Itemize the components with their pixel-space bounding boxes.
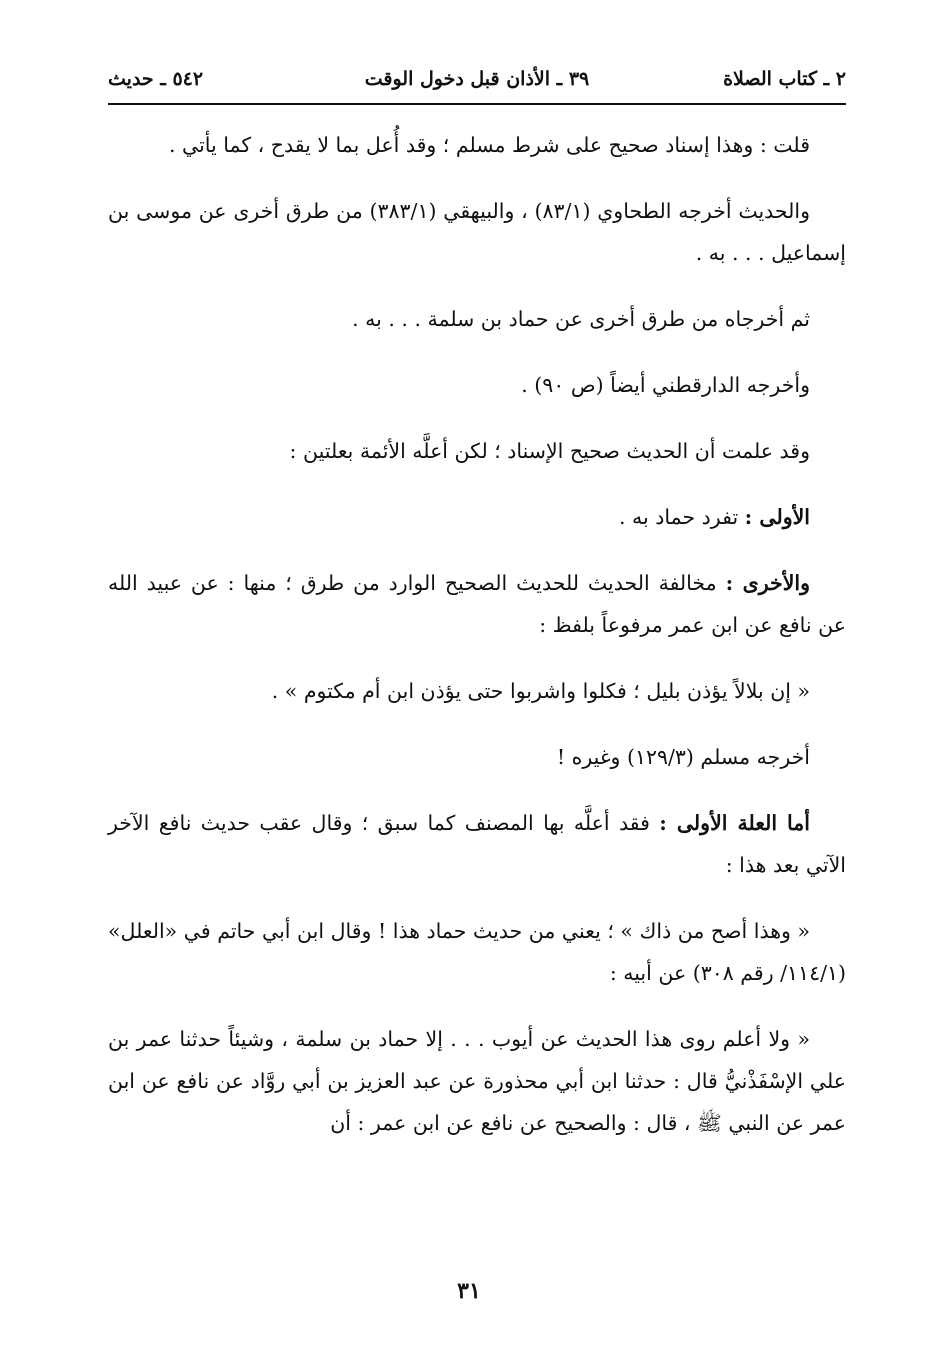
- page-body: [108, 124, 846, 1160]
- paragraph-6: [108, 496, 846, 538]
- paragraph-1: [108, 124, 846, 166]
- paragraph-text: « وهذا أصح من ذاك » ؛ يعني من حديث حماد هذا ! وقال ابن أبي حاتم في «العلل» (١١٤/١/ رقم ٣٠٨) عن أبيه :: [108, 919, 846, 985]
- paragraph-12: [108, 1018, 846, 1144]
- paragraph-8: [108, 670, 846, 712]
- paragraph-9: [108, 736, 846, 778]
- running-header: [108, 68, 846, 100]
- paragraph-lead: الأولى :: [744, 505, 810, 529]
- paragraph-lead: أما العلة الأولى :: [659, 811, 810, 835]
- paragraph-text: « ولا أعلم روى هذا الحديث عن أيوب . . . إلا حماد بن سلمة ، وشيئاً حدثنا عمر بن علي الإسْفَذْنيُّ قال : حدثنا ابن أبي محذورة عن عبد العزيز بن أبي روَّاد عن نافع عن ابن عمر عن النبي ﷺ ، قال : والصحيح عن نافع عن ابن عمر : أن: [108, 1027, 846, 1135]
- paragraph-10: [108, 802, 846, 886]
- paragraph-text: ثم أخرجاه من طرق أخرى عن حماد بن سلمة . . . به .: [352, 307, 810, 331]
- paragraph-text: قلت : وهذا إسناد صحيح على شرط مسلم ؛ وقد أُعل بما لا يقدح ، كما يأتي .: [168, 133, 810, 157]
- paragraph-text: تفرد حماد به .: [618, 505, 745, 529]
- header-chapter-title: ٣٩ ـ الأذان قبل دخول الوقت: [364, 68, 590, 90]
- page-number: ٣١: [457, 1278, 481, 1304]
- paragraph-text: والحديث أخرجه الطحاوي (٨٣/١) ، والبيهقي (٣٨٣/١) من طرق أخرى عن موسى بن إسماعيل . . . به .: [108, 199, 846, 265]
- paragraph-2: [108, 190, 846, 274]
- header-divider: [108, 103, 846, 105]
- paragraph-text: أخرجه مسلم (١٢٩/٣) وغيره !: [556, 745, 810, 769]
- paragraph-3: [108, 298, 846, 340]
- paragraph-7: [108, 562, 846, 646]
- paragraph-text: وقد علمت أن الحديث صحيح الإسناد ؛ لكن أعلَّه الأئمة بعلتين :: [289, 439, 810, 463]
- paragraph-text: « إن بلالاً يؤذن بليل ؛ فكلوا واشربوا حتى يؤذن ابن أم مكتوم » .: [271, 679, 810, 703]
- header-book-title: ٢ ـ كتاب الصلاة: [723, 68, 846, 90]
- paragraph-4: [108, 364, 846, 406]
- paragraph-5: [108, 430, 846, 472]
- paragraph-text: فقد أعلَّه بها المصنف كما سبق ؛ وقال عقب حديث نافع الآخر الآتي بعد هذا :: [108, 811, 846, 877]
- paragraph-text: وأخرجه الدارقطني أيضاً (ص ٩٠) .: [521, 373, 810, 397]
- paragraph-text: مخالفة الحديث للحديث الصحيح الوارد من طرق ؛ منها : عن عبيد الله عن نافع عن ابن عمر مرفوعاً بلفظ :: [108, 571, 846, 637]
- paragraph-lead: والأخرى :: [725, 571, 810, 595]
- header-hadith-number: ٥٤٢ ـ حديث: [108, 68, 204, 90]
- paragraph-11: [108, 910, 846, 994]
